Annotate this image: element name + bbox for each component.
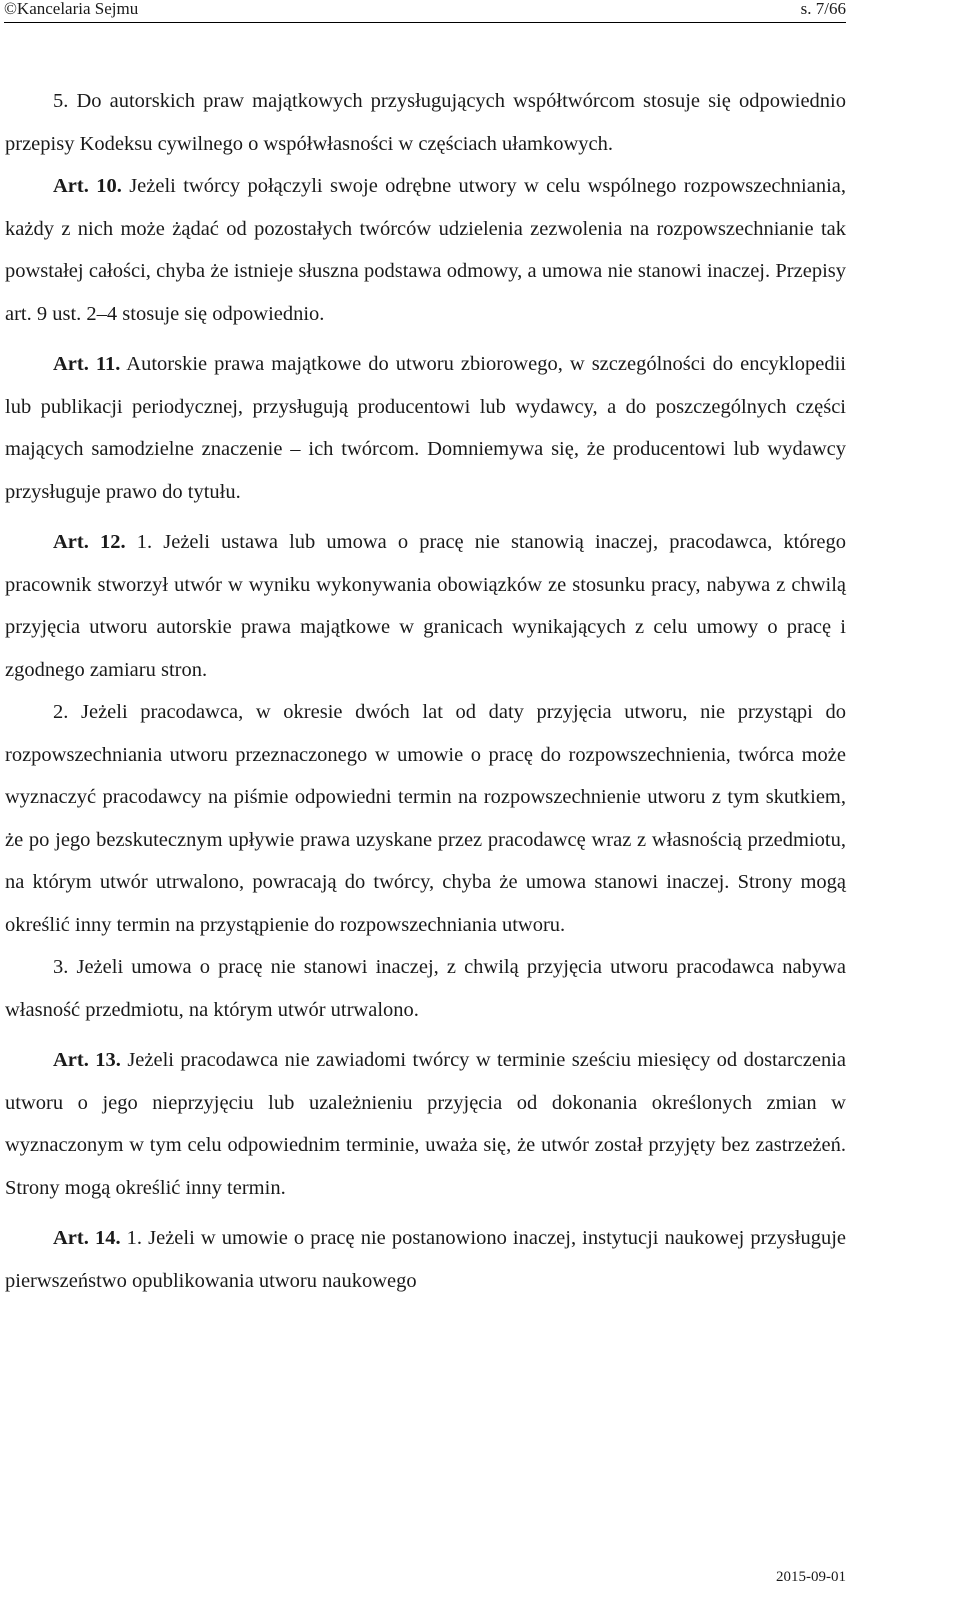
paragraph-text: 3. Jeżeli umowa o pracę nie stanowi inaczej, z chwilą przyjęcia utworu pracodawca nabywa własność przedmiotu, na którym utwór utrwalono. — [5, 956, 846, 1021]
paragraph-art12-ust1 — [5, 521, 846, 691]
paragraph-art12-ust3 — [5, 946, 846, 1031]
paragraph-art11 — [5, 343, 846, 513]
article-label: Art. 11. — [53, 353, 121, 375]
paragraph-art12-ust2 — [5, 691, 846, 946]
header-page-number: s. 7/66 — [800, 0, 846, 18]
article-label: Art. 10. — [53, 175, 122, 197]
page-header — [4, 0, 846, 23]
article-label: Art. 13. — [53, 1049, 121, 1071]
paragraph-text: Jeżeli pracodawca nie zawiadomi twórcy w terminie sześciu miesięcy od dostarczenia utworu o jego nieprzyjęciu lub uzależnieniu przyjęcia od dokonania określonych zmian w wyznaczonym w tym celu odpowiednim terminie, uważa się, że utwór został przyjęty bez zastrzeżeń. Strony mogą określić inny termin. — [5, 1049, 847, 1199]
page-footer-date: 2015-09-01 — [776, 1569, 846, 1585]
paragraph-text: 1. Jeżeli ustawa lub umowa o pracę nie stanowią inaczej, pracodawca, którego pracownik stworzył utwór w wyniku wykonywania obowiązków ze stosunku pracy, nabywa z chwilą przyjęcia utworu autorskie prawa majątkowe w granicach wynikających z celu umowy o pracę i zgodnego zamiaru stron. — [5, 531, 846, 681]
paragraph-text: Jeżeli twórcy połączyli swoje odrębne utwory w celu wspólnego rozpowszechniania, każdy z nich może żądać od pozostałych twórców udzielenia zezwolenia na rozpowszechnianie tak powstałej całości, chyba że istnieje słuszna podstawa odmowy, a umowa nie stanowi inaczej. Przepisy art. 9 ust. 2–4 stosuje się odpowiednio. — [5, 175, 846, 325]
document-body — [5, 80, 846, 1302]
article-label: Art. 14. — [53, 1227, 121, 1249]
paragraph-text: 5. Do autorskich praw majątkowych przysługujących współtwórcom stosuje się odpowiednio przepisy Kodeksu cywilnego o współwłasności w częściach ułamkowych. — [5, 90, 846, 155]
paragraph-text: 2. Jeżeli pracodawca, w okresie dwóch lat od daty przyjęcia utworu, nie przystąpi do rozpowszechniania utworu przeznaczonego w umowie o pracę do rozpowszechnienia, twórca może wyznaczyć pracodawcy na piśmie odpowiedni termin na rozpowszechnienie utworu z tym skutkiem, że po jego bezskutecznym upływie prawa uzyskane przez pracodawcę wraz z własnością przedmiotu, na którym utwór utrwalono, powracają do twórcy, chyba że umowa stanowi inaczej. Strony mogą określić inny termin na przystąpienie do rozpowszechniania utworu. — [5, 701, 846, 936]
paragraph-art10 — [5, 165, 846, 335]
paragraph-art14-ust1 — [5, 1217, 846, 1302]
paragraph-text: 1. Jeżeli w umowie o pracę nie postanowiono inaczej, instytucji naukowej przysługuje pierwszeństwo opublikowania utworu naukowego — [5, 1227, 847, 1292]
paragraph-art13 — [5, 1039, 846, 1209]
header-copyright: ©Kancelaria Sejmu — [4, 0, 139, 18]
paragraph-text: Autorskie prawa majątkowe do utworu zbiorowego, w szczególności do encyklopedii lub publikacji periodycznej, przysługują producentowi lub wydawcy, a do poszczególnych części mających samodzielne znaczenie – ich twórcom. Domniemywa się, że producentowi lub wydawcy przysługuje prawo do tytułu. — [5, 353, 846, 503]
article-label: Art. 12. — [53, 531, 126, 553]
paragraph-art9-ust5 — [5, 80, 846, 165]
